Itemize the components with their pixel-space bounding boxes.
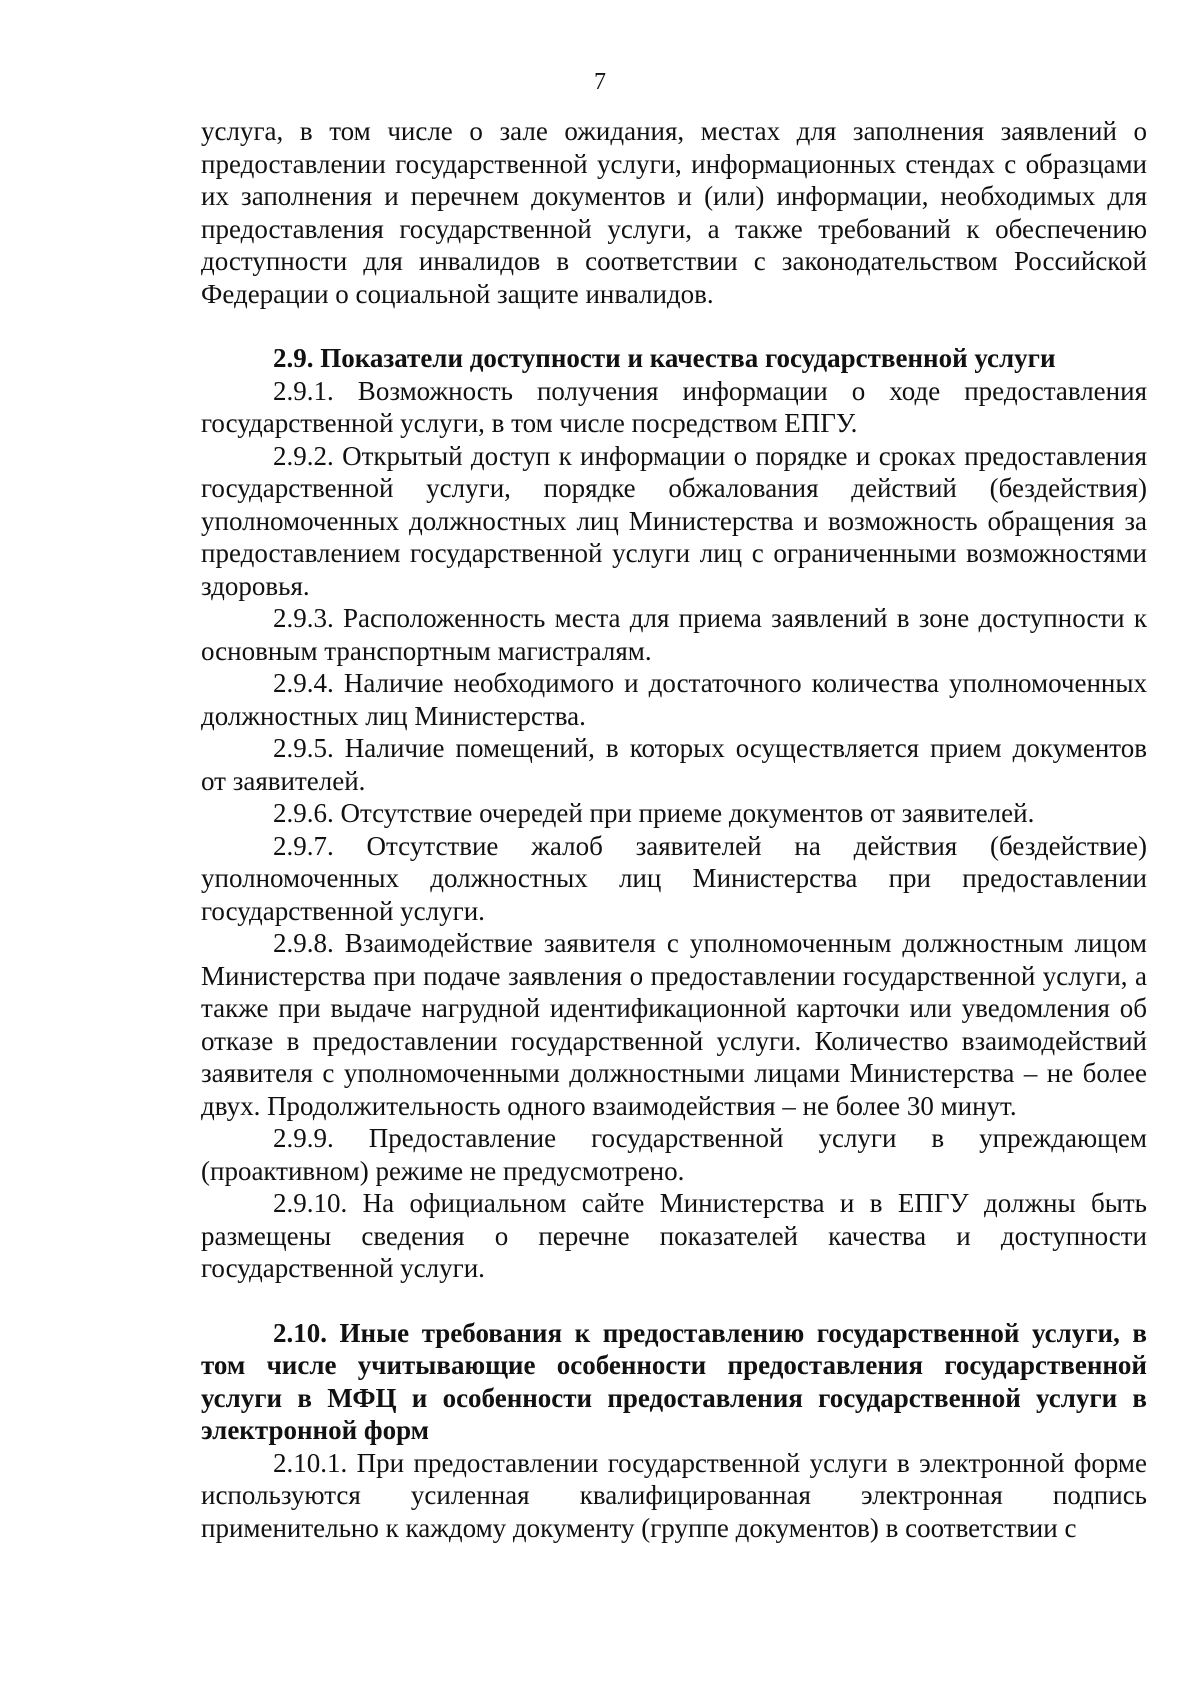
spacer bbox=[201, 1285, 1147, 1317]
intro-paragraph: услуга, в том числе о зале ожидания, местах для заполнения заявлений о предоставлении государственной услуги, информационных стендах с образцами их заполнения и перечнем документов и (или) информации, необходимых для предоставления государственной услуги, а также требований к обеспечению доступности для инвалидов в соответствии с законодательством Российской Федерации о социальной защите инвалидов. bbox=[201, 116, 1147, 309]
item-2-10-1: 2.10.1. При предоставлении государственной услуги в электронной форме используются усиленная квалифицированная электронная подпись применительно к каждому документу (группе документов) в соответствии с bbox=[201, 1447, 1147, 1543]
item-2-9-9: 2.9.9. Предоставление государственной услуги в упреждающем (проактивном) режиме не предусмотрено. bbox=[201, 1123, 1147, 1186]
item-2-9-6: 2.9.6. Отсутствие очередей при приеме документов от заявителей. bbox=[273, 798, 1035, 828]
section-2-9-heading: 2.9. Показатели доступности и качества государственной услуги bbox=[273, 343, 1056, 373]
item-2-9-1: 2.9.1. Возможность получения информации о ходе предоставления государственной услуги, в том числе посредством ЕПГУ. bbox=[201, 375, 1147, 438]
item-2-9-10: 2.9.10. На официальном сайте Министерства и в ЕПГУ должны быть размещены сведения о перечне показателей качества и доступности государственной услуги. bbox=[201, 1188, 1147, 1283]
document-body bbox=[201, 115, 1147, 1544]
item-2-9-5: 2.9.5. Наличие помещений, в которых осуществляется прием документов от заявителей. bbox=[201, 733, 1147, 796]
item-2-9-2: 2.9.2. Открытый доступ к информации о порядке и сроках предоставления государственной услуги, порядке обжалования действий (бездействия) уполномоченных должностных лиц Министерства и возможность обращения за предоставлением государственной услуги лиц с ограниченными возможностями здоровья. bbox=[201, 440, 1147, 601]
item-2-9-4: 2.9.4. Наличие необходимого и достаточного количества уполномоченных должностных лиц Министерства. bbox=[201, 668, 1147, 731]
spacer bbox=[201, 310, 1147, 342]
page-number: 7 bbox=[594, 69, 606, 95]
section-2-10-heading: 2.10. Иные требования к предоставлению государственной услуги, в том числе учитывающие особенности предоставления государственной услуги в МФЦ и особенности предоставления государственной услуги в электронной форм bbox=[201, 1317, 1147, 1445]
item-2-9-7: 2.9.7. Отсутствие жалоб заявителей на действия (бездействие) уполномоченных должностных лиц Министерства при предоставлении государственной услуги. bbox=[201, 830, 1147, 926]
item-2-9-3: 2.9.3. Расположенность места для приема заявлений в зоне доступности к основным транспортным магистралям. bbox=[201, 603, 1147, 666]
item-2-9-8: 2.9.8. Взаимодействие заявителя с уполномоченным должностным лицом Министерства при подаче заявления о предоставлении государственной услуги, а также при выдаче нагрудной идентификационной карточки или уведомления об отказе в предоставлении государственной услуги. Количество взаимодействий заявителя с уполномоченными должностными лицами Министерства – не более двух. Продолжительность одного взаимодействия – не более 30 минут. bbox=[201, 928, 1147, 1121]
